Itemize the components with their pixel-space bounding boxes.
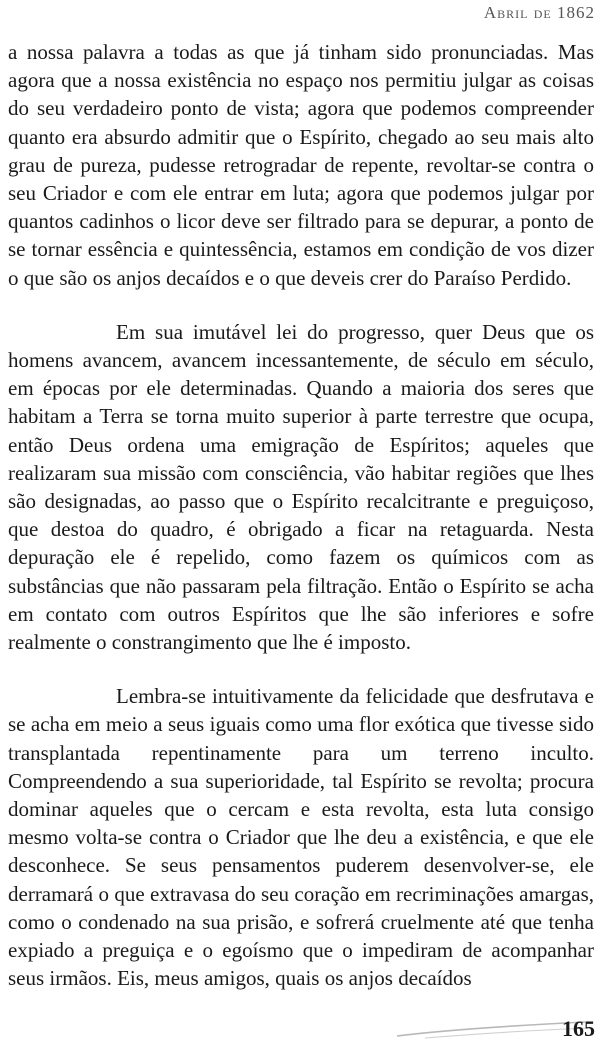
body-text — [8, 38, 594, 993]
paragraph-1: a nossa palavra a todas as que já tinham sido pronunciadas. Mas agora que a nossa existência no espaço nos permitiu julgar as coisas do seu verdadeiro ponto de vista; agora que podemos compreender quanto era absurdo admitir que o Espírito, chegado ao seu mais alto grau de pureza, pudesse retrogradar de repente, revoltar-se contra o seu Criador e com ele entrar em luta; agora que podemos julgar por quantos cadinhos o licor deve ser filtrado para se depurar, a ponto de se tornar essência e quintessência, estamos em condição de vos dizer o que são os anjos decaídos e o que deveis crer do Paraíso Perdido. — [8, 40, 594, 290]
running-head: Abril de 1862 — [483, 3, 595, 22]
paragraph-2: Em sua imutável lei do progresso, quer Deus que os homens avancem, avancem incessantemente, de século em século, em épocas por ele determinadas. Quando a maioria dos seres que habitam a Terra se torna muito superior à parte terrestre que ocupa, então Deus ordena uma emigração de Espíritos; aqueles que realizaram sua missão com consciência, vão habitar regiões que lhes são designadas, ao passo que o Espírito recalcitrante e preguiçoso, que destoa do quadro, é obrigado a ficar na retaguarda. Nesta depuração ele é repelido, como fazem os químicos com as substâncias que não passaram pela filtração. Então o Espírito se acha em contato com outros Espíritos que lhe são inferiores e sofre realmente o constrangimento que lhe é imposto. — [8, 319, 594, 655]
paragraph-gap — [8, 656, 594, 682]
page-number: 165 — [562, 1016, 595, 1041]
paragraph-3: Lembra-se intuitivamente da felicidade que desfrutava e se acha em meio a seus iguais como uma flor exótica que tivesse sido transplantada repentinamente para um terreno inculto. Compreendendo a sua superioridade, tal Espírito se revolta; procura dominar aqueles que o cercam e esta revolta, esta luta consigo mesmo volta-se contra o Criador que lhe deu a existência, e que ele desconhece. Se seus pensamentos puderem desenvolver-se, ele derramará o que extravasa do seu coração em recriminações amargas, como o condenado na sua prisão, e sofrerá cruelmente até que tenha expiado a preguiça e o egoísmo que o impediram de acompanhar seus irmãos. Eis, meus amigos, quais os anjos decaídos — [8, 684, 594, 991]
paragraph-gap — [8, 292, 594, 318]
page-footer — [0, 1010, 603, 1053]
